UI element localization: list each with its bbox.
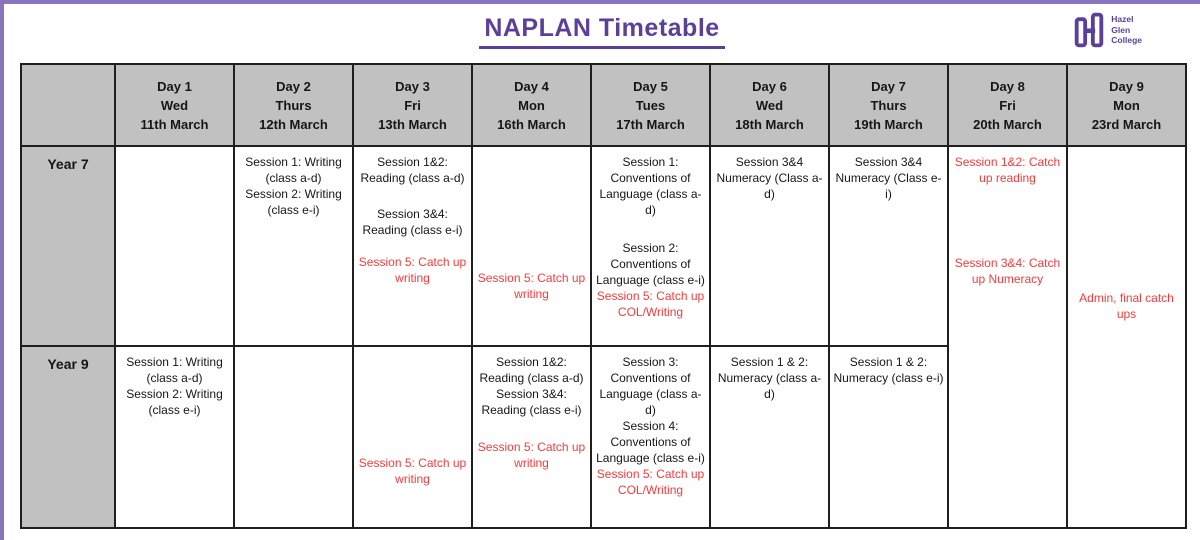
session-block: Session 1: Writing (class a-d) (126, 355, 223, 385)
naplan-timetable (20, 63, 1187, 529)
session-block: Session 1 & 2: Numeracy (class a-d) (717, 355, 822, 401)
day-header-line: 16th March (497, 116, 566, 132)
page-title: NAPLAN Timetable (479, 14, 724, 49)
session-block: Session 3&4: Reading (class e-i) (481, 387, 582, 417)
day-header-1 (115, 64, 234, 146)
day-header-line: Day 4 (514, 78, 549, 94)
day-header-line: Fri (404, 97, 421, 113)
day-header-line: 19th March (854, 116, 923, 132)
session-block: Session 5: Catch up writing (358, 255, 467, 285)
session-block: Session 1&2: Catch up reading (954, 155, 1061, 185)
day-header-line: Thurs (275, 97, 312, 113)
session-block: Session 1: Writing (class a-d) (245, 155, 342, 185)
row-label-year7: Year 7 (21, 146, 115, 346)
day-header-line: Day 1 (157, 78, 192, 94)
day-header-line: Day 6 (752, 78, 787, 94)
row-year7 (21, 146, 1186, 346)
year9-day4-cell (472, 346, 591, 528)
year7-day4-cell (472, 146, 591, 346)
both-years-day8-cell (948, 146, 1067, 528)
session-block: Session 5: Catch up COL/Writing (596, 289, 705, 319)
session-block: Session 2: Writing (class e-i) (245, 187, 342, 217)
year9-day7-cell (829, 346, 948, 528)
day-header-5 (591, 64, 710, 146)
session-block: Session 1&2: Reading (class a-d) (479, 355, 584, 385)
day-header-line: Day 8 (990, 78, 1025, 94)
logo-line-1: Hazel (1111, 14, 1134, 25)
day-header-line: Day 9 (1109, 78, 1144, 94)
year7-day7-cell (829, 146, 948, 346)
both-years-day9-cell (1067, 146, 1186, 528)
day-header-9 (1067, 64, 1186, 146)
year9-day6-cell (710, 346, 829, 528)
session-block: Session 1 & 2: Numeracy (class e-i) (833, 355, 944, 385)
day-header-line: Day 7 (871, 78, 906, 94)
year9-day2-cell (234, 346, 353, 528)
session-block: Session 3&4: Reading (class e-i) (362, 207, 463, 237)
day-header-8 (948, 64, 1067, 146)
session-block: Session 2: Conventions of Language (class e-i) (596, 241, 705, 287)
header-row (21, 64, 1186, 146)
day-header-line: Mon (1113, 97, 1140, 113)
day-header-7 (829, 64, 948, 146)
day-header-line: Tues (635, 97, 666, 113)
day-header-line: Day 3 (395, 78, 430, 94)
year9-day5-cell (591, 346, 710, 528)
day-header-line: 11th March (140, 116, 209, 132)
year7-day2-cell (234, 146, 353, 346)
day-header-line: 18th March (735, 116, 804, 132)
session-block: Session 5: Catch up writing (358, 456, 467, 486)
session-block: Session 3&4: Catch up Numeracy (954, 256, 1061, 286)
day-header-6 (710, 64, 829, 146)
session-block: Session 3&4 Numeracy (Class e-i) (835, 155, 942, 201)
day-header-4 (472, 64, 591, 146)
session-block: Session 1: Conventions of Language (class a-d) (599, 155, 702, 217)
year9-day3-cell (353, 346, 472, 528)
session-block: Session 2: Writing (class e-i) (126, 387, 223, 417)
day-header-line: Thurs (870, 97, 907, 113)
day-header-line: 17th March (616, 116, 685, 132)
day-header-line: Mon (518, 97, 545, 113)
session-block: Session 3: Conventions of Language (class a-d) (599, 355, 702, 417)
logo-line-3: College (1111, 35, 1142, 46)
school-logo (1072, 10, 1142, 50)
day-header-line: Day 5 (633, 78, 668, 94)
hazel-glen-h-icon (1072, 10, 1106, 50)
year7-day3-cell (353, 146, 472, 346)
row-label-year9: Year 9 (21, 346, 115, 528)
session-block: Session 5: Catch up writing (477, 271, 586, 301)
day-header-line: Wed (160, 97, 189, 113)
year7-day1-cell (115, 146, 234, 346)
day-header-line: 23rd March (1091, 116, 1162, 132)
day-header-3 (353, 64, 472, 146)
day-header-line: Wed (755, 97, 784, 113)
year7-day5-cell (591, 146, 710, 346)
logo-text (1111, 14, 1142, 46)
session-block: Session 5: Catch up writing (477, 440, 586, 470)
session-block: Session 4: Conventions of Language (class e-i) (596, 419, 705, 465)
header (4, 14, 1200, 49)
day-header-line: 12th March (259, 116, 328, 132)
logo-line-2: Glen (1111, 24, 1131, 35)
day-header-line: 20th March (973, 116, 1042, 132)
session-block: Session 3&4 Numeracy (Class a-d) (716, 155, 823, 201)
day-header-line: 13th March (378, 116, 447, 132)
session-block: Session 1&2: Reading (class a-d) (360, 155, 465, 185)
year9-day1-cell (115, 346, 234, 528)
session-block: Admin, final catch ups (1079, 291, 1174, 321)
day-header-line: Day 2 (276, 78, 311, 94)
day-header-line: Fri (999, 97, 1016, 113)
session-block: Session 5: Catch up COL/Writing (596, 467, 705, 497)
year7-day6-cell (710, 146, 829, 346)
corner-cell (21, 64, 115, 146)
day-header-2 (234, 64, 353, 146)
